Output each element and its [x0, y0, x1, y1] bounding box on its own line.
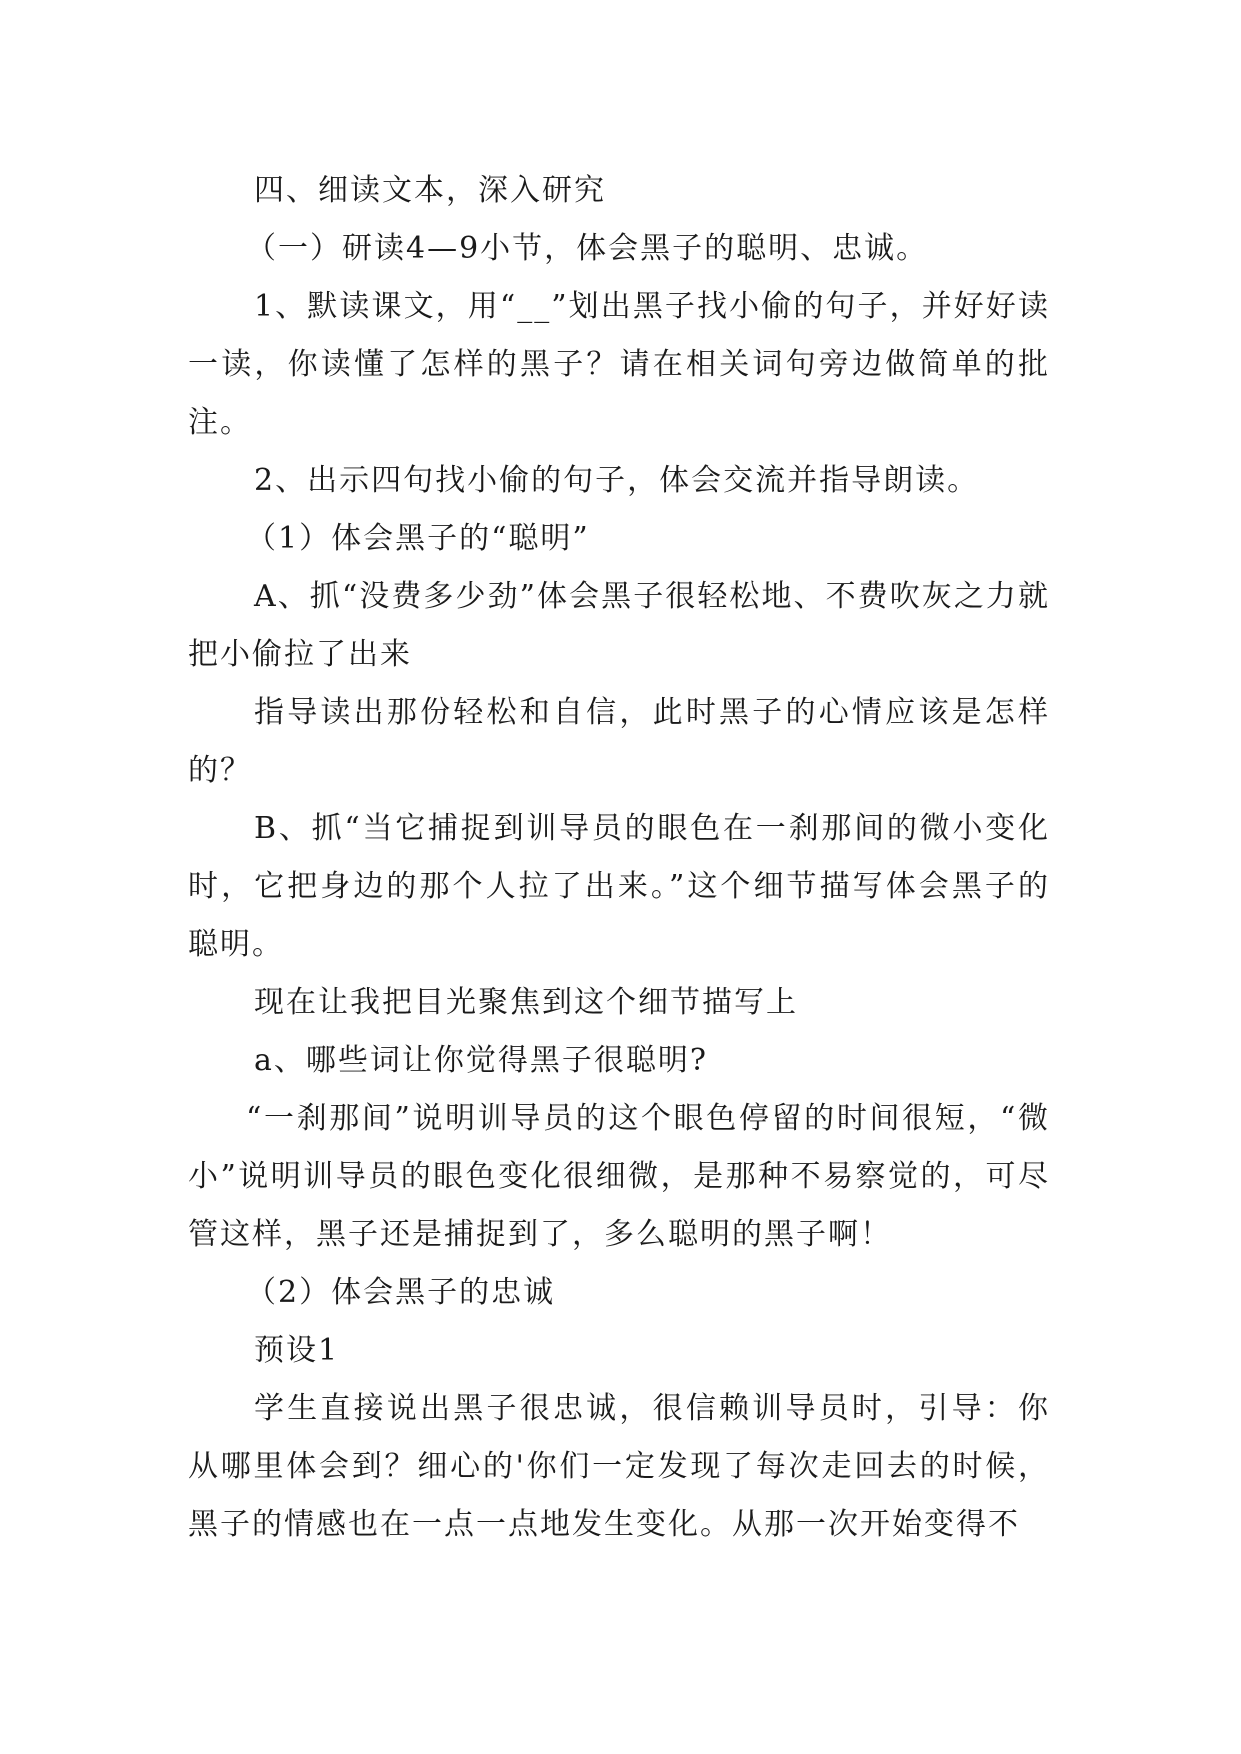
paragraph: 现在让我把目光聚焦到这个细节描写上 — [254, 985, 798, 1020]
paragraph: 2、出示四句找小偷的句子，体会交流并指导朗读。 — [254, 463, 980, 498]
subheading: （1）体会黑子的“聪明” — [246, 521, 590, 556]
subheading: （2）体会黑子的忠诚 — [246, 1275, 556, 1310]
paragraph: 1、默读课文，用“__”划出黑子找小偷的句子，并好好读一读，你读懂了怎样的黑子？请在相关词句旁边做简单的批注。 — [188, 289, 1050, 440]
paragraph: 学生直接说出黑子很忠诚，很信赖训导员时，引导：你从哪里体会到？细心的'你们一定发现了每次走回去的时候，黑子的情感也在一点一点地发生变化。从那一次开始变得不 — [188, 1391, 1050, 1542]
paragraph: “一刹那间”说明训导员的这个眼色停留的时间很短，“微小”说明训导员的眼色变化很细微，是那种不易察觉的，可尽管这样，黑子还是捕捉到了，多么聪明的黑子啊！ — [188, 1101, 1050, 1252]
paragraph: A、抓“没费多少劲”体会黑子很轻松地、不费吹灰之力就把小偷拉了出来 — [188, 579, 1050, 672]
paragraph: B、抓“当它捕捉到训导员的眼色在一刹那间的微小变化时，它把身边的那个人拉了出来。”这个细节描写体会黑子的聪明。 — [188, 811, 1050, 962]
paragraph: 预设1 — [254, 1333, 340, 1368]
paragraph: 指导读出那份轻松和自信，此时黑子的心情应该是怎样的？ — [188, 695, 1050, 788]
subsection-heading: （一）研读4—9小节，体会黑子的聪明、忠诚。 — [246, 231, 929, 266]
section-heading: 四、细读文本，深入研究 — [254, 173, 606, 208]
document-body — [188, 162, 1050, 1554]
paragraph: a、哪些词让你觉得黑子很聪明? — [254, 1043, 708, 1078]
